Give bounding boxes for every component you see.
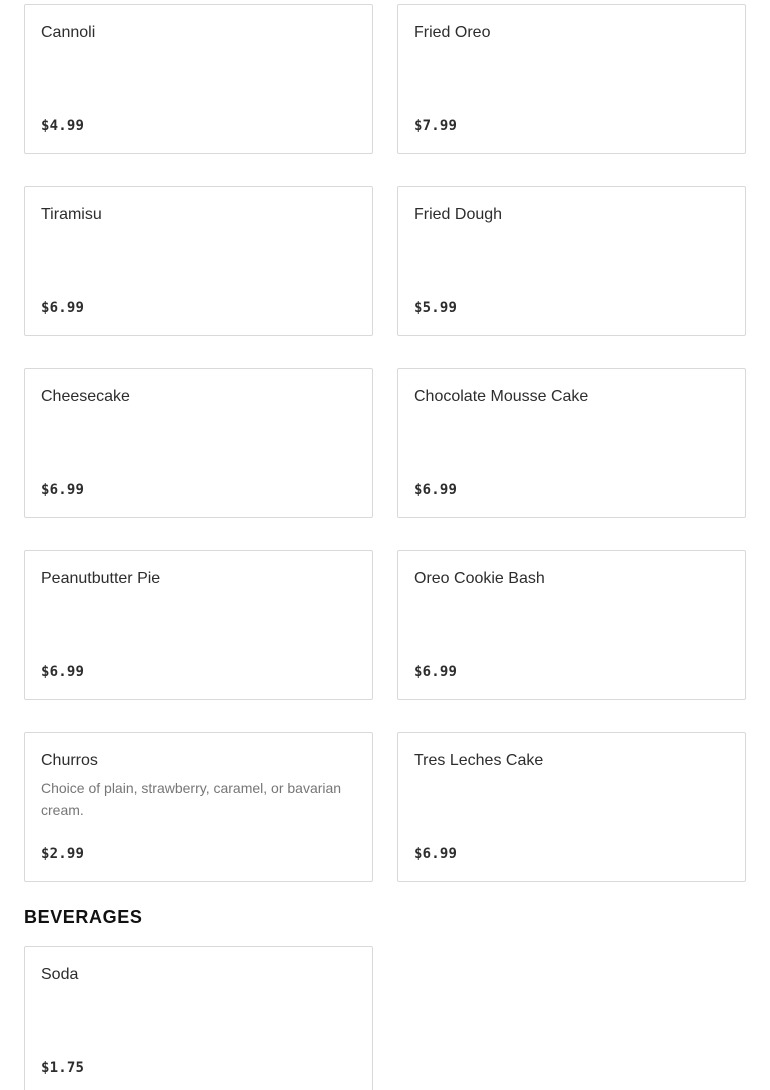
menu-item-description: Choice of plain, strawberry, caramel, or bavarian cream.	[41, 780, 342, 818]
menu-item-card[interactable]	[24, 946, 373, 1090]
menu-item-card[interactable]	[24, 186, 373, 336]
menu-item-card[interactable]	[24, 368, 373, 518]
menu-item-card[interactable]	[397, 186, 746, 336]
menu-item-name: Oreo Cookie Bash	[414, 570, 545, 587]
menu-item-price: $6.99	[414, 482, 458, 498]
menu-item-price: $6.99	[414, 846, 458, 862]
menu-item-name: Cannoli	[41, 24, 96, 41]
menu-item-name: Fried Oreo	[414, 24, 491, 41]
menu-item-card[interactable]	[397, 550, 746, 700]
menu-item-name: Fried Dough	[414, 206, 503, 223]
menu-item-card[interactable]	[24, 550, 373, 700]
menu-item-price: $1.75	[41, 1060, 85, 1076]
menu-item-name: Chocolate Mousse Cake	[414, 388, 589, 405]
menu-item-card[interactable]	[397, 368, 746, 518]
section-title-beverages: BEVERAGES	[24, 907, 143, 927]
menu-item-price: $5.99	[414, 300, 458, 316]
menu-item-name: Tiramisu	[41, 206, 102, 223]
menu-item-name: Churros	[41, 752, 98, 769]
menu-item-name: Cheesecake	[41, 388, 130, 405]
menu-item-name: Tres Leches Cake	[414, 752, 544, 769]
menu-item-price: $2.99	[41, 846, 85, 862]
menu-item-name: Soda	[41, 966, 79, 983]
menu-item-card[interactable]	[397, 732, 746, 882]
menu-item-price: $6.99	[41, 664, 85, 680]
menu-item-price: $7.99	[414, 118, 458, 134]
menu-item-price: $4.99	[41, 118, 85, 134]
menu-item-price: $6.99	[41, 482, 85, 498]
menu-item-card[interactable]	[24, 4, 373, 154]
menu-item-name: Peanutbutter Pie	[41, 570, 161, 587]
menu-item-card[interactable]	[24, 732, 373, 882]
menu-item-price: $6.99	[41, 300, 85, 316]
menu-item-card[interactable]	[397, 4, 746, 154]
menu-item-price: $6.99	[414, 664, 458, 680]
